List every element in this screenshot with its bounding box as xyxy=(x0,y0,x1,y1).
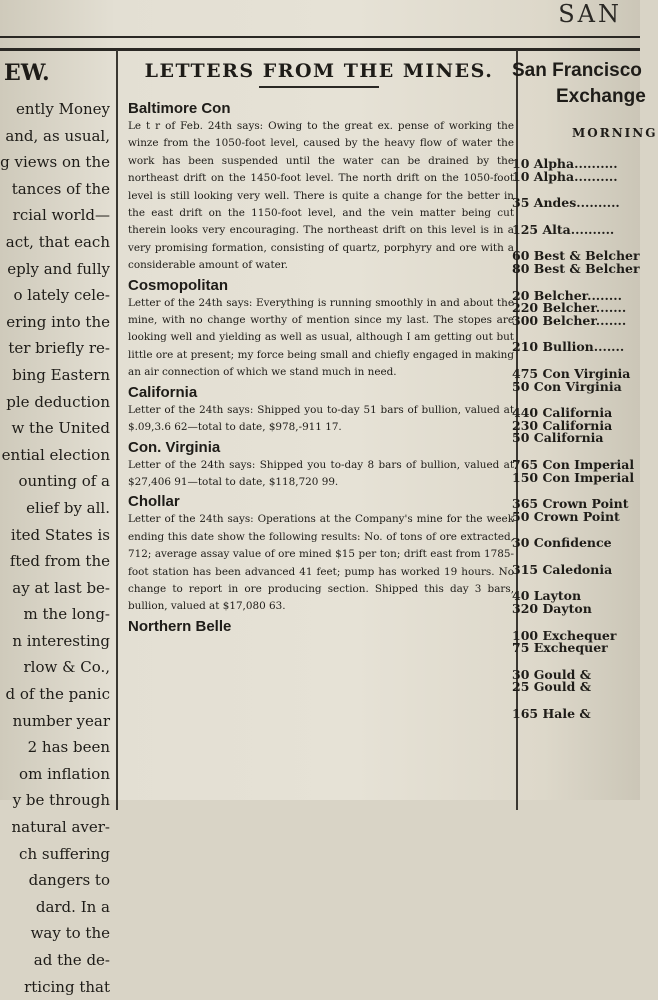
mine-letter-text: Letter of the 24th says: Everything is running smoothly in and about the mine, with no change worthy of mention since my last. The stopes are looking well and yielding as well as usual, although I am getting out but little ore at present; my force being small and chiefly engaged in making an air connection of which we stand much in need. xyxy=(128,296,514,379)
stock-list xyxy=(512,158,652,721)
stock-sale-row: 230 California xyxy=(512,417,613,433)
stock-sale-row: 35 Andes.......... xyxy=(512,195,620,211)
left-column-line: 2 has been xyxy=(27,738,110,757)
left-column-line: ounting of a xyxy=(18,472,110,491)
left-column-line: natural aver- xyxy=(11,818,110,837)
mine-letters xyxy=(124,100,514,635)
right-column xyxy=(512,58,658,722)
left-column-line: m the long- xyxy=(23,605,110,624)
stock-sale-row: 30 Gould & xyxy=(512,666,591,682)
stock-sale-row: 60 Best & Belcher xyxy=(512,248,640,264)
stock-sale-row: 320 Dayton xyxy=(512,601,592,617)
left-column-line: ay at last be- xyxy=(12,578,110,597)
stock-sale-row: 10 Alpha.......... xyxy=(512,168,618,184)
stock-sale-row: 220 Belcher....... xyxy=(512,300,627,316)
header-rule xyxy=(0,48,640,51)
stock-sale-row: 10 Alpha.......... xyxy=(512,156,618,171)
left-column-line: y be through xyxy=(12,791,110,810)
mine-name: Chollar xyxy=(128,493,180,511)
left-column-line: rticing that xyxy=(24,977,110,996)
stock-sale-row: 210 Bullion....... xyxy=(512,339,625,355)
stock-sale-row: 125 Alta.......... xyxy=(512,221,615,237)
exchange-subheading: MORNING xyxy=(572,126,658,140)
left-column-line: and, as usual, xyxy=(5,126,110,145)
left-column-line: om inflation xyxy=(19,764,110,783)
left-column-line: ad the de- xyxy=(33,951,110,969)
mine-letter-text: Letter of the 24th says: Shipped you to-day 8 bars of bullion, valued at $27,406 91—total to date, $118,720 99. xyxy=(128,458,514,488)
stock-sale-row: 50 Crown Point xyxy=(512,508,620,524)
exchange-heading-line1: San Francisco xyxy=(512,60,642,81)
stock-sale-row: 100 Exchequer xyxy=(512,627,617,643)
left-column-line: d of the panic xyxy=(5,685,110,704)
stock-sale-row: 40 Layton xyxy=(512,588,582,604)
left-column-line: rlow & Co., xyxy=(23,658,110,677)
left-column-line: o lately cele- xyxy=(13,286,110,305)
left-column-line: ple deduction xyxy=(6,392,110,411)
left-column-line: number year xyxy=(12,711,110,730)
stock-sale-row: 365 Crown Point xyxy=(512,496,629,512)
stock-sale-row: 440 California xyxy=(512,405,613,421)
left-column-line: rcial world— xyxy=(12,206,110,225)
stock-sale-row: 30 Confidence xyxy=(512,535,612,551)
stock-sale-row: 80 Best & Belcher xyxy=(512,260,640,276)
left-column-heading: EW. xyxy=(4,60,50,86)
exchange-heading-line2: Exchange xyxy=(556,86,646,107)
mine-letter xyxy=(124,384,514,437)
left-column-line: ited States is xyxy=(10,525,110,544)
stock-sale-row: 20 Belcher........ xyxy=(512,287,622,303)
mine-letter xyxy=(124,493,514,615)
stock-sale-row: 150 Con Imperial xyxy=(512,469,635,485)
center-column xyxy=(124,58,514,637)
stock-sale-row: 50 California xyxy=(512,430,604,446)
mine-name: Northern Belle xyxy=(128,617,232,635)
stock-sale-row: 475 Con Virginia xyxy=(512,365,631,381)
left-column-line: tances of the xyxy=(11,179,110,198)
mine-name: Con. Virginia xyxy=(128,438,221,456)
left-column-line: bing Eastern xyxy=(12,365,110,384)
mine-letter-text: Letter of the 24th says: Shipped you to-day 51 bars of bullion, valued at $.09,3.6 62—total to date, $978,-911 17. xyxy=(128,403,514,434)
mine-name: Baltimore Con xyxy=(128,100,231,117)
left-column-line: eply and fully xyxy=(7,259,110,278)
left-column-line: dard. In a xyxy=(35,897,110,916)
stock-sale-row: 300 Belcher....... xyxy=(512,312,627,328)
left-column-text xyxy=(0,96,112,1000)
left-column xyxy=(0,60,112,1000)
stock-sale-row: 765 Con Imperial xyxy=(512,456,635,472)
article-title: LETTERS FROM THE MINES. xyxy=(144,60,494,82)
left-column-line: n interesting xyxy=(12,631,110,650)
left-column-line: ently Money xyxy=(15,100,110,118)
left-column-line: act, that each xyxy=(5,232,110,251)
top-rule xyxy=(0,36,640,38)
masthead-fragment: SAN xyxy=(558,0,622,28)
mine-letter xyxy=(124,439,514,492)
column-divider-left xyxy=(116,50,118,810)
left-column-line: dangers to xyxy=(28,871,110,890)
left-column-line: ter briefly re- xyxy=(8,339,110,358)
title-rule xyxy=(259,86,379,88)
left-column-line: ential election xyxy=(1,445,110,464)
mine-letter-text: Letter of the 24th says: Operations at the Company's mine for the week ending this date show the following results: No. of tons of ore extracted, 712; average assay value of ore mined $15 per ton; drift east from 1785-foot station has been advanced 41 feet; pump has worked 19 hours. No change to report in ore producing section. Shipped this day 3 bars, bullion, valued at $17,080 63. xyxy=(128,513,514,613)
left-column-line: g views on the xyxy=(0,153,110,172)
left-column-line: ch suffering xyxy=(19,844,110,863)
mine-letter xyxy=(124,100,514,275)
stock-sale-row: 75 Exchequer xyxy=(512,640,608,656)
left-column-line: way to the xyxy=(30,924,110,943)
stock-sale-row: 315 Caledonia xyxy=(512,561,613,577)
left-column-line: w the United xyxy=(11,419,110,438)
left-column-line: elief by all. xyxy=(26,498,110,517)
mine-letter xyxy=(124,277,514,382)
stock-sale-row: 50 Con Virginia xyxy=(512,378,622,394)
mine-letter xyxy=(124,618,514,635)
left-column-line: ering into the xyxy=(6,312,110,331)
stock-sale-row: 165 Hale & xyxy=(512,706,591,722)
stock-sale-row: 25 Gould & xyxy=(512,679,591,695)
left-column-line: fted from the xyxy=(9,552,110,571)
mine-name: Cosmopolitan xyxy=(128,276,228,294)
mine-name: California xyxy=(128,383,198,401)
mine-letter-text: Le t r of Feb. 24th says: Owing to the great ex. pense of working the winze from the 1050-foot level, caused by the heavy flow of water the work has been suspended until the water can be drained by the northeast drift on the 1450-foot level. The north drift on the 1050-foot level is still looking very well. There is quite a change for the better in the east drift on the 1150-foot level, and the vein matter being cut therein looks very encouraging. The northeast drift on this level is in a very promising formation, consisting of quartz, porphyry and ore with a considerable amount of water. xyxy=(128,120,514,272)
